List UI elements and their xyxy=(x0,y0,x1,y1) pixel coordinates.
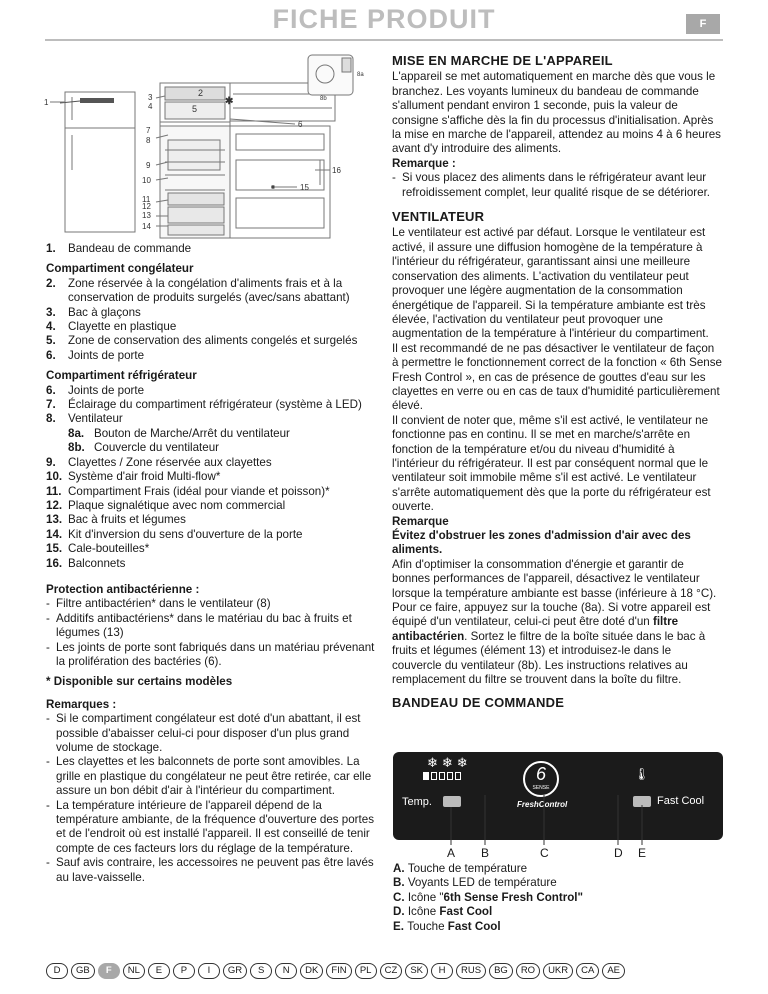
svg-text:5: 5 xyxy=(192,104,198,114)
fan-symbol: ✱ xyxy=(225,96,234,107)
availability-note: * Disponible sur certains modèles xyxy=(46,675,233,689)
language-d: D xyxy=(46,963,68,979)
svg-text:10: 10 xyxy=(142,176,151,185)
language-ro: RO xyxy=(516,963,540,979)
temperature-led-bar xyxy=(423,772,461,780)
svg-text:8a: 8a xyxy=(357,72,364,78)
list-item: - Les joints de porte sont fabriqués dans un matériau prévenant la prolifération des bactéries (6). xyxy=(46,640,375,668)
language-nl: NL xyxy=(123,963,145,979)
freezer-title: Compartiment congélateur xyxy=(46,262,194,276)
remarks-list xyxy=(46,712,382,885)
svg-text:13: 13 xyxy=(142,211,151,220)
legend-item: 1. Bandeau de commande xyxy=(46,242,192,255)
language-bg: BG xyxy=(489,963,513,979)
language-p: P xyxy=(173,963,195,979)
language-rus: RUS xyxy=(456,963,486,979)
startup-title: MISE EN MARCHE DE L'APPAREIL xyxy=(392,53,613,68)
legend-item: 14. Kit d'inversion du sens d'ouverture de la porte xyxy=(46,527,303,541)
language-e: E xyxy=(148,963,170,979)
protection-list xyxy=(46,597,382,669)
fridge-diagram xyxy=(30,50,390,240)
legend-item: 8a. Bouton de Marche/Arrêt du ventilateur xyxy=(68,426,290,440)
language-badge: F xyxy=(686,14,720,34)
page-title: FICHE PRODUIT xyxy=(272,4,496,34)
fridge-title: Compartiment réfrigérateur xyxy=(46,369,197,383)
header-rule xyxy=(45,39,723,41)
panel-legend-item: A. Touche de température xyxy=(393,862,528,875)
legend-column xyxy=(46,242,382,885)
svg-text:15: 15 xyxy=(300,183,309,192)
language-f: F xyxy=(98,963,120,979)
svg-text:16: 16 xyxy=(332,166,341,175)
fan-paragraph-3: Il convient de noter que, même s'il est activé, le ventilateur ne fonctionne pas en continu. Il se met en marche/s'arrête en fonction de la température et/ou du niveau d'humidité à l'intérieur du réfrigérateur. Il est par conséquent normal que le ventilateur soit immobile même s'il est activé. Le ventilateur s'arrête automatiquement dès que la porte du réfrigérateur est ouverte. xyxy=(392,413,711,514)
list-item: - Filtre antibactérien* dans le ventilateur (8) xyxy=(46,597,271,611)
language-gb: GB xyxy=(71,963,95,979)
language-ca: CA xyxy=(576,963,599,979)
panel-legend-item: B. Voyants LED de température xyxy=(393,876,557,890)
panel-legend-item: C. Icône "6th Sense Fresh Control" xyxy=(393,890,584,904)
page-header xyxy=(0,0,768,40)
legend-item: 16. Balconnets xyxy=(46,556,126,570)
language-dk: DK xyxy=(300,963,323,979)
language-pl: PL xyxy=(355,963,377,979)
svg-text:2: 2 xyxy=(198,88,204,98)
startup-remark-label: Remarque : xyxy=(392,156,456,170)
fast-cool-label: Fast Cool xyxy=(657,795,705,807)
list-item: - La température intérieure de l'appareil dépend de la température ambiante, de la fréquence d'ouverture des portes et de l'endroit où est installé l'appareil. Il est conseillé de tenir compte de ces facteurs lors du réglage de la température. xyxy=(46,798,375,855)
svg-text:11: 11 xyxy=(142,195,151,204)
panel-title: BANDEAU DE COMMANDE xyxy=(392,695,565,711)
list-item: - Additifs antibactériens* dans le matériau du bac à fruits et légumes (13) xyxy=(46,611,352,640)
language-n: N xyxy=(275,963,297,979)
startup-body: L'appareil se met automatiquement en marche dès que vous le branchez. Les voyants lumineux du bandeau de commande s'allument pendant environ 1 seconde, puis la valeur de consigne s'affiche dès la fin du processus d'initialisation. Après la mise en marche de l'appareil, attendez au moins 4 à 6 heures avant d'y introduire des aliments. xyxy=(392,70,721,156)
svg-text:14: 14 xyxy=(142,222,151,231)
legend-item: 12. Plaque signalétique avec nom commercial xyxy=(46,498,286,512)
svg-text:8b: 8b xyxy=(320,96,327,102)
closed-fridge xyxy=(65,92,135,232)
legend-item: 5. Zone de conservation des aliments congelés et surgelés xyxy=(46,334,358,348)
legend-item: 10. Système d'air froid Multi-flow* xyxy=(46,470,221,484)
protection-title: Protection antibactérienne : xyxy=(46,582,200,596)
legend-item: 11. Compartiment Frais (idéal pour viande et poisson)* xyxy=(46,484,330,498)
fan-remark-label: Remarque xyxy=(392,514,449,528)
panel-letters: A B C D E xyxy=(447,846,647,860)
fan-warning: Évitez d'obstruer les zones d'admission d'air avec des aliments. xyxy=(392,529,691,557)
language-ukr: UKR xyxy=(543,963,573,979)
temperature-icons: ❄❄❄ xyxy=(427,755,472,770)
language-h: H xyxy=(431,963,453,979)
svg-text:7: 7 xyxy=(146,126,151,135)
svg-text:3: 3 xyxy=(148,93,153,102)
freezer-list xyxy=(46,277,382,363)
legend-item: 15. Cale-bouteilles* xyxy=(46,542,150,556)
fan-paragraph-2: Il est recommandé de ne pas désactiver le ventilateur de façon à permettre le fonctionnement correct de la fonction « 6th Sense Fresh Control », en cas de présence de gouttes d'eau sur les clayettes en verre ou en cas de taux d'humidité particulièrement élevé. xyxy=(392,341,722,413)
fridge-list xyxy=(46,384,382,427)
language-fin: FIN xyxy=(326,963,351,979)
language-i: I xyxy=(198,963,220,979)
svg-text:9: 9 xyxy=(146,161,151,170)
list-item: - Si le compartiment congélateur est doté d'un abattant, il est possible d'abaisser celui-ci pour disposer d'un plus grand volume de stockage. xyxy=(46,712,361,754)
remarks-title: Remarques : xyxy=(46,697,117,711)
legend-item: 7. Éclairage du compartiment réfrigérateur (système à LED) xyxy=(46,398,362,412)
instructions-column xyxy=(392,54,722,713)
fridge-list-2 xyxy=(46,456,382,571)
language-s: S xyxy=(250,963,272,979)
legend-item: 8. Ventilateur xyxy=(46,412,123,426)
legend-item: 6. Joints de porte xyxy=(46,348,145,362)
svg-text:1: 1 xyxy=(44,98,49,107)
svg-text:6: 6 xyxy=(298,120,303,129)
panel-legend-item: D. Icône Fast Cool xyxy=(393,905,493,919)
panel-legend-item: E. Touche Fast Cool xyxy=(393,919,501,933)
panel-legend xyxy=(393,862,723,934)
temperature-label: Temp. xyxy=(402,796,432,808)
fresh-control-label: FreshControl xyxy=(517,800,568,809)
legend-item: 3. Bac à glaçons xyxy=(46,305,141,319)
language-gr: GR xyxy=(223,963,247,979)
legend-item: 8b. Couvercle du ventilateur xyxy=(68,441,220,455)
list-item: - Les clayettes et les balconnets de porte sont amovibles. La grille en plastique du congélateur ne peut être retirée, car elle assure un bon débit d'air à l'intérieur du compartiment. xyxy=(46,755,372,798)
fan-paragraph-4: Afin d'optimiser la consommation d'énergie et garantir de bonnes performances de l'appareil, désactivez le ventilateur lorsque la température ambiante est basse (inférieure à 18 °C). Pour ce faire, appuyez sur la touche (8a). Si votre appareil est équipé d'un ventilateur, celui-ci peut être doté d'un filtre antibactérien. Sortez le filtre de la boîte située dans le bac à fruits et légumes (élément 13) et introduisez-le dans le couvercle du ventilateur (8b). Les instructions relatives au remplacement du filtre se trouvent dans la boîte du filtre. xyxy=(392,557,717,687)
legend-item: 4. Clayette en plastique xyxy=(46,320,177,334)
legend-item: 13. Bac à fruits et légumes xyxy=(46,513,186,527)
language-sk: SK xyxy=(405,963,428,979)
language-bar xyxy=(46,963,625,979)
list-item: - Sauf avis contraire, les accessoires ne peuvent pas être lavés au lave-vaisselle. xyxy=(46,856,374,884)
fan-paragraph-1: Le ventilateur est activé par défaut. Lorsque le ventilateur est activé, il assure une diffusion homogène de la température à l'intérieur du réfrigérateur, garantissant ainsi une meilleure conservation des aliments. L'activation du ventilateur peut provoquer une légère augmentation de la consommation énergétique de l'appareil. Si la température ambiante est très élevée, l'activation du ventilateur peut provoquer une augmentation de la température à l'intérieur du compartiment. xyxy=(392,226,709,341)
legend-item: 2. Zone réservée à la congélation d'aliments frais et à la conservation de produits surgelés (avec/sans abattant) xyxy=(46,276,350,305)
legend-item: 9. Clayettes / Zone réservée aux clayettes xyxy=(46,455,272,469)
legend-item: 6. Joints de porte xyxy=(46,383,145,397)
sixth-sense-icon: 6 SENSE xyxy=(523,761,559,797)
startup-remark: - Si vous placez des aliments dans le réfrigérateur avant leur refroidissement complet, leur qualité risque de se détériorer. xyxy=(392,171,711,199)
language-cz: CZ xyxy=(380,963,403,979)
fan-title: VENTILATEUR xyxy=(392,209,485,225)
language-ae: AE xyxy=(602,963,625,979)
thermometer-icon: 🌡︎ xyxy=(634,767,650,781)
svg-text:4: 4 xyxy=(148,102,153,111)
svg-text:8: 8 xyxy=(146,136,151,145)
svg-text:12: 12 xyxy=(142,202,151,211)
